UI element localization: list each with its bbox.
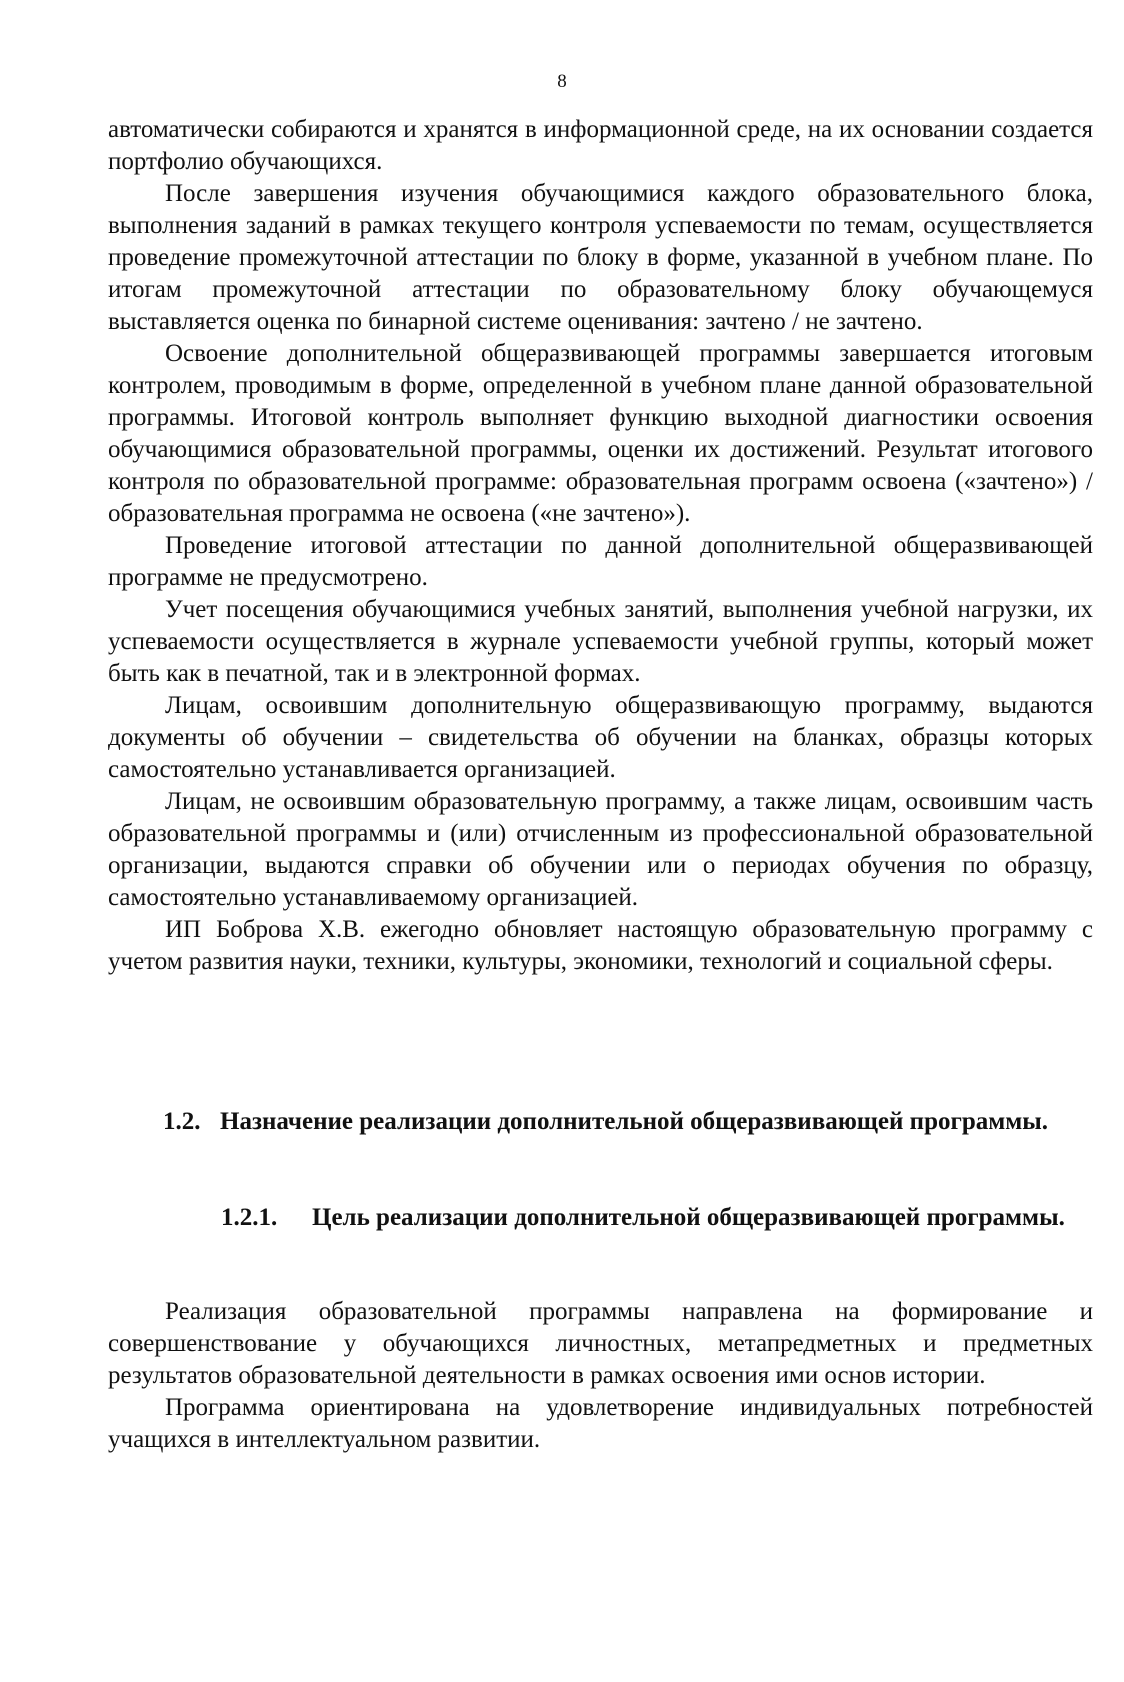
paragraph-attendance: Учет посещения обучающимися учебных занятий, выполнения учебной нагрузки, их успеваемости осуществляется в журнале успеваемости учебной группы, который может быть как в печатной, так и в электронной формах. bbox=[108, 596, 1093, 687]
paragraph-final-control: Освоение дополнительной общеразвивающей программы завершается итоговым контролем, проводимым в форме, определенной в учебном плане данной образовательной программы. Итоговой контроль выполняет функцию выходной диагностики освоения обучающимися образовательной программы, оценки их достижений. Результат итогового контроля по образовательной программе: образовательная программ освоена («зачтено») / образовательная программа не освоена («не зачтено»). bbox=[108, 340, 1093, 527]
paragraph-intermediate-assessment: После завершения изучения обучающимися каждого образовательного блока, выполнения заданий в рамках текущего контроля успеваемости по темам, осуществляется проведение промежуточной аттестации по блоку в форме, указанной в учебном плане. По итогам промежуточной аттестации по образовательному блоку обучающемуся выставляется оценка по бинарной системе оценивания: зачтено / не зачтено. bbox=[108, 180, 1093, 335]
section-title: Назначение реализации дополнительной общеразвивающей программы. bbox=[220, 1108, 1049, 1135]
paragraph-continuation: автоматически собираются и хранятся в информационной среде, на их основании создается портфолио обучающихся. bbox=[108, 116, 1093, 175]
paragraph-certificates: Лицам, освоившим дополнительную общеразвивающую программу, выдаются документы об обучении – свидетельства об обучении на бланках, образцы которых самостоятельно устанавливается организацией. bbox=[108, 692, 1093, 783]
section-heading-1-2 bbox=[163, 1106, 1093, 1138]
page-number: 8 bbox=[557, 71, 567, 92]
subsection-number: 1.2.1. bbox=[221, 1204, 278, 1231]
paragraph-program-orientation: Программа ориентирована на удовлетворение индивидуальных потребностей учащихся в интеллектуальном развитии. bbox=[108, 1394, 1093, 1453]
section-heading-1-2-1 bbox=[221, 1202, 1093, 1234]
body-text-bottom bbox=[108, 1296, 1093, 1456]
paragraph-final-attestation: Проведение итоговой аттестации по данной дополнительной общеразвивающей программе не предусмотрено. bbox=[108, 532, 1093, 591]
body-text-top bbox=[108, 114, 1093, 978]
paragraph-program-goal: Реализация образовательной программы направлена на формирование и совершенствование у обучающихся личностных, метапредметных и предметных результатов образовательной деятельности в рамках освоения ими основ истории. bbox=[108, 1298, 1093, 1389]
paragraph-annual-update: ИП Боброва Х.В. ежегодно обновляет настоящую образовательную программу с учетом развития науки, техники, культуры, экономики, технологий и социальной сферы. bbox=[108, 916, 1093, 975]
section-number: 1.2. bbox=[163, 1108, 201, 1135]
subsection-title: Цель реализации дополнительной общеразвивающей программы. bbox=[312, 1204, 1065, 1231]
paragraph-reference-documents: Лицам, не освоившим образовательную программу, а также лицам, освоившим часть образовательной программы и (или) отчисленным из профессиональной образовательной организации, выдаются справки об обучении или о периодах обучения по образцу, самостоятельно устанавливаемому организацией. bbox=[108, 788, 1093, 911]
